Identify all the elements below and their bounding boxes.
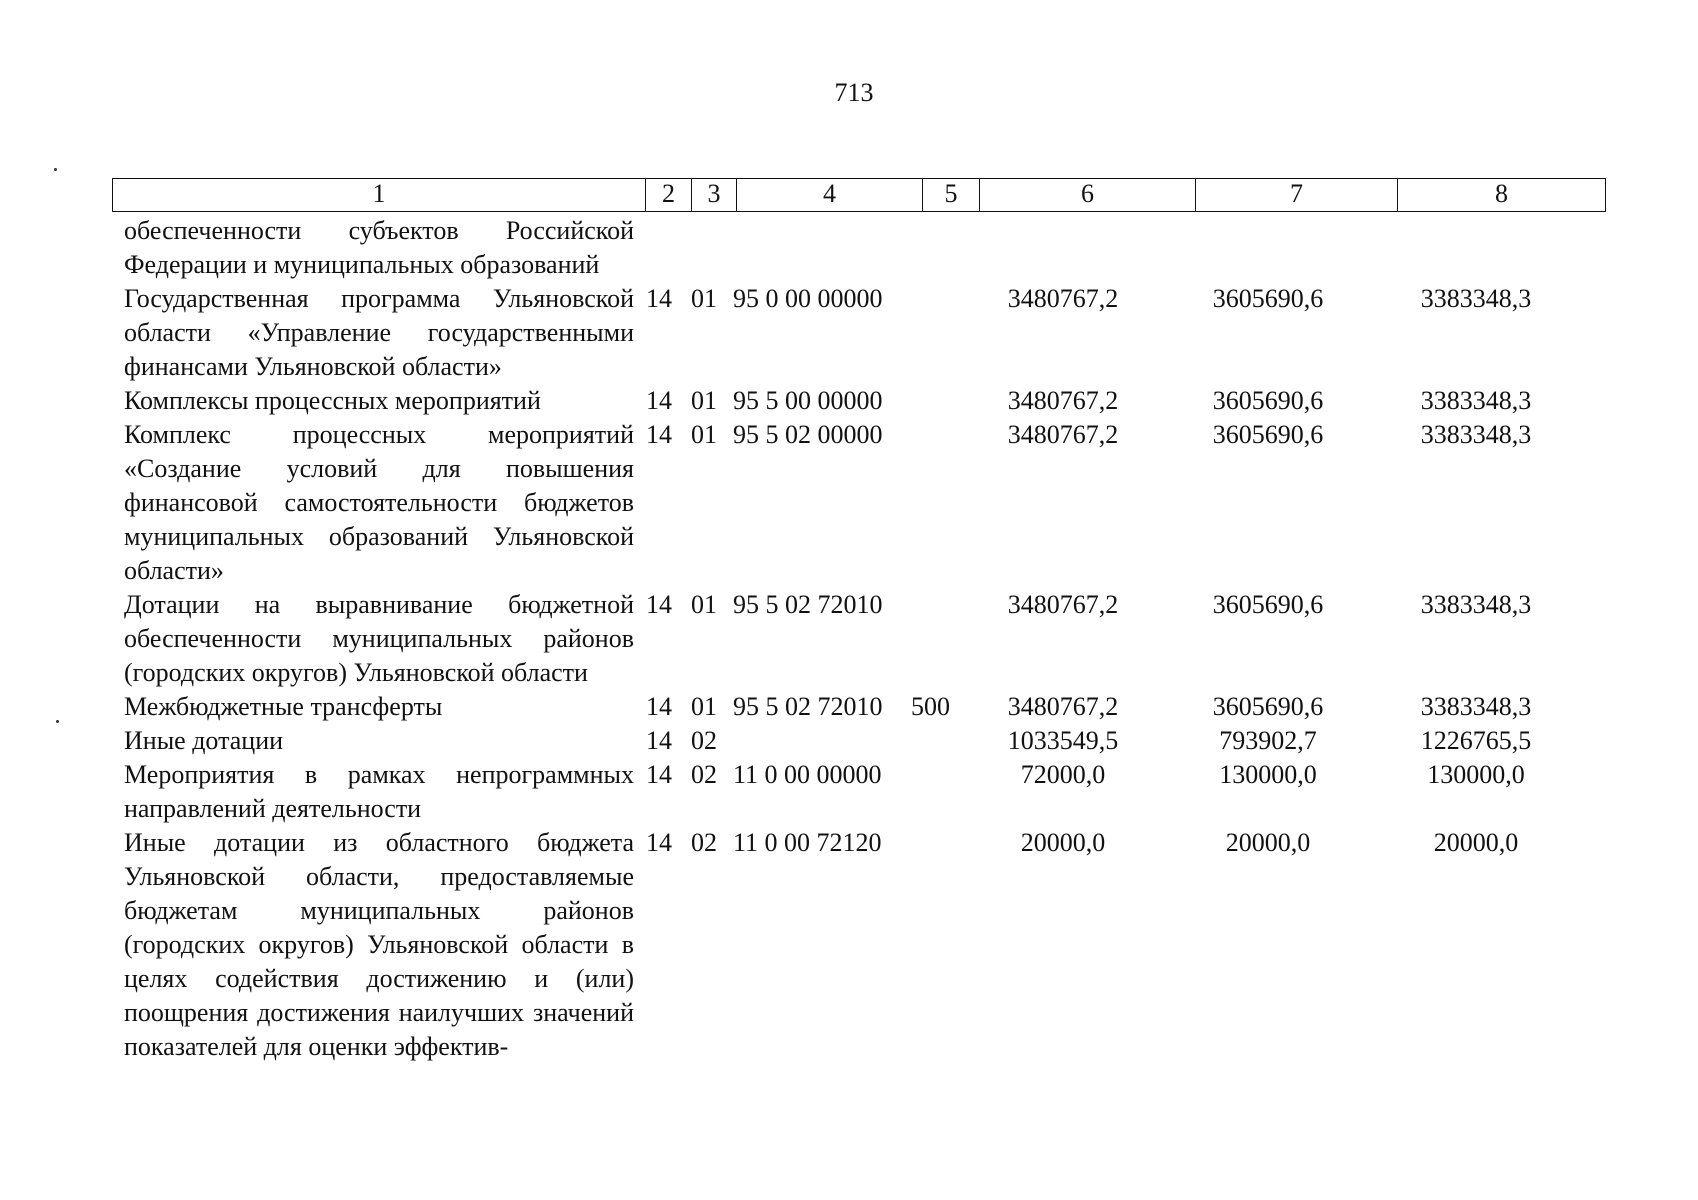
- header-col-5: 5: [923, 179, 980, 211]
- row-subsection: 01: [691, 284, 717, 313]
- row-subsection: 02: [691, 726, 717, 755]
- row-expense-type: [911, 724, 963, 758]
- row-amount-1: 20000,0: [1020, 828, 1106, 857]
- table-row: [124, 418, 1614, 588]
- row-amount-1: 3480767,2: [1007, 284, 1119, 313]
- row-section: 14: [646, 760, 672, 789]
- row-amount-3: 3383348,3: [1420, 692, 1532, 721]
- row-target-code: [733, 724, 911, 758]
- row-target-code: 95 5 02 72010: [733, 590, 883, 619]
- row-section: 14: [646, 420, 672, 449]
- table-row: [124, 758, 1614, 826]
- row-subsection: 01: [691, 590, 717, 619]
- row-subsection: 01: [691, 420, 717, 449]
- row-subsection: 01: [691, 386, 717, 415]
- header-col-2: 2: [646, 179, 692, 211]
- header-col-7: 7: [1196, 179, 1398, 211]
- row-name: Межбюджетные трансферты: [124, 692, 443, 721]
- row-amount-2: 3605690,6: [1212, 692, 1324, 721]
- page-number: 713: [834, 78, 874, 107]
- row-expense-type: [911, 758, 963, 826]
- row-expense-type: [911, 418, 963, 588]
- row-subsection: [691, 214, 733, 282]
- header-col-6: 6: [980, 179, 1196, 211]
- table-row: [124, 588, 1614, 690]
- row-name: Государственная программа Ульяновской области «Управление государственными финансами Ульяновской области»: [124, 284, 634, 381]
- row-section: 14: [646, 386, 672, 415]
- row-name: обеспеченности субъектов Российской Федерации и муниципальных образований: [124, 216, 634, 279]
- row-amount-1: 3480767,2: [1007, 692, 1119, 721]
- table-row: [124, 826, 1614, 1064]
- header-col-8: 8: [1495, 179, 1508, 208]
- row-amount-3: 3383348,3: [1420, 284, 1532, 313]
- table-body: [124, 214, 1614, 1064]
- row-expense-type: [911, 214, 963, 282]
- row-name: Комплексы процессных мероприятий: [124, 386, 541, 415]
- row-amount-2: 3605690,6: [1212, 284, 1324, 313]
- row-amount-2: 3605690,6: [1212, 420, 1324, 449]
- row-subsection: 02: [691, 828, 717, 857]
- row-amount-1: [963, 214, 1163, 282]
- row-amount-2: 3605690,6: [1212, 386, 1324, 415]
- row-name: Мероприятия в рамках непрограммных направлений деятельности: [124, 760, 634, 823]
- row-name: Комплекс процессных мероприятий «Создание условий для повышения финансовой самостоятельности бюджетов муниципальных образований Ульяновской области»: [124, 420, 634, 585]
- table-row: [124, 724, 1614, 758]
- row-expense-type: [911, 282, 963, 384]
- header-col-4: 4: [737, 179, 923, 211]
- row-amount-2: 3605690,6: [1212, 590, 1324, 619]
- header-col-1: 1: [113, 179, 646, 211]
- row-section: 14: [646, 726, 672, 755]
- table-row: [124, 214, 1614, 282]
- scan-speck: [54, 168, 57, 171]
- row-section: [646, 214, 691, 282]
- row-target-code: 95 5 02 00000: [733, 420, 883, 449]
- row-amount-3: 20000,0: [1433, 828, 1519, 857]
- row-amount-3: 3383348,3: [1420, 590, 1532, 619]
- row-amount-2: [1163, 214, 1373, 282]
- row-amount-1: 3480767,2: [1007, 420, 1119, 449]
- table-row: [124, 690, 1614, 724]
- row-amount-2: 793902,7: [1219, 726, 1317, 755]
- row-expense-type: [911, 826, 963, 1064]
- row-amount-2: 130000,0: [1219, 760, 1317, 789]
- row-amount-3: [1373, 214, 1579, 282]
- row-subsection: 02: [691, 760, 717, 789]
- row-amount-1: 3480767,2: [1007, 590, 1119, 619]
- table-header-row: [112, 178, 1606, 212]
- row-section: 14: [646, 692, 672, 721]
- scan-speck: [56, 720, 59, 723]
- row-amount-3: 130000,0: [1427, 760, 1525, 789]
- row-amount-1: 1033549,5: [1007, 726, 1119, 755]
- row-expense-type: [911, 384, 963, 418]
- row-name: Дотации на выравнивание бюджетной обеспеченности муниципальных районов (городских округов) Ульяновской области: [124, 590, 634, 687]
- row-target-code: 95 5 00 00000: [733, 386, 883, 415]
- row-target-code: 11 0 00 00000: [733, 760, 882, 789]
- row-amount-2: 20000,0: [1225, 828, 1311, 857]
- row-target-code: 95 0 00 00000: [733, 284, 883, 313]
- row-amount-3: 1226765,5: [1420, 726, 1532, 755]
- row-expense-type: [911, 588, 963, 690]
- header-col-3: 3: [692, 179, 737, 211]
- row-section: 14: [646, 828, 672, 857]
- row-name: Иные дотации: [124, 726, 284, 755]
- row-amount-1: 72000,0: [1020, 760, 1106, 789]
- row-amount-3: 3383348,3: [1420, 386, 1532, 415]
- row-target-code: 95 5 02 72010: [733, 692, 883, 721]
- row-name: Иные дотации из областного бюджета Ульяновской области, предоставляемые бюджетам муниципальных районов (городских округов) Ульяновской области в целях содействия достижению и (или) поощрения достижения наилучших значений показателей для оценки эффектив-: [124, 828, 634, 1061]
- row-section: 14: [646, 284, 672, 313]
- row-section: 14: [646, 590, 672, 619]
- row-amount-3: 3383348,3: [1420, 420, 1532, 449]
- row-expense-type: 500: [911, 692, 950, 721]
- row-target-code: 11 0 00 72120: [733, 828, 882, 857]
- row-amount-1: 3480767,2: [1007, 386, 1119, 415]
- table-row: [124, 282, 1614, 384]
- row-target-code: [733, 214, 911, 282]
- table-row: [124, 384, 1614, 418]
- row-subsection: 01: [691, 692, 717, 721]
